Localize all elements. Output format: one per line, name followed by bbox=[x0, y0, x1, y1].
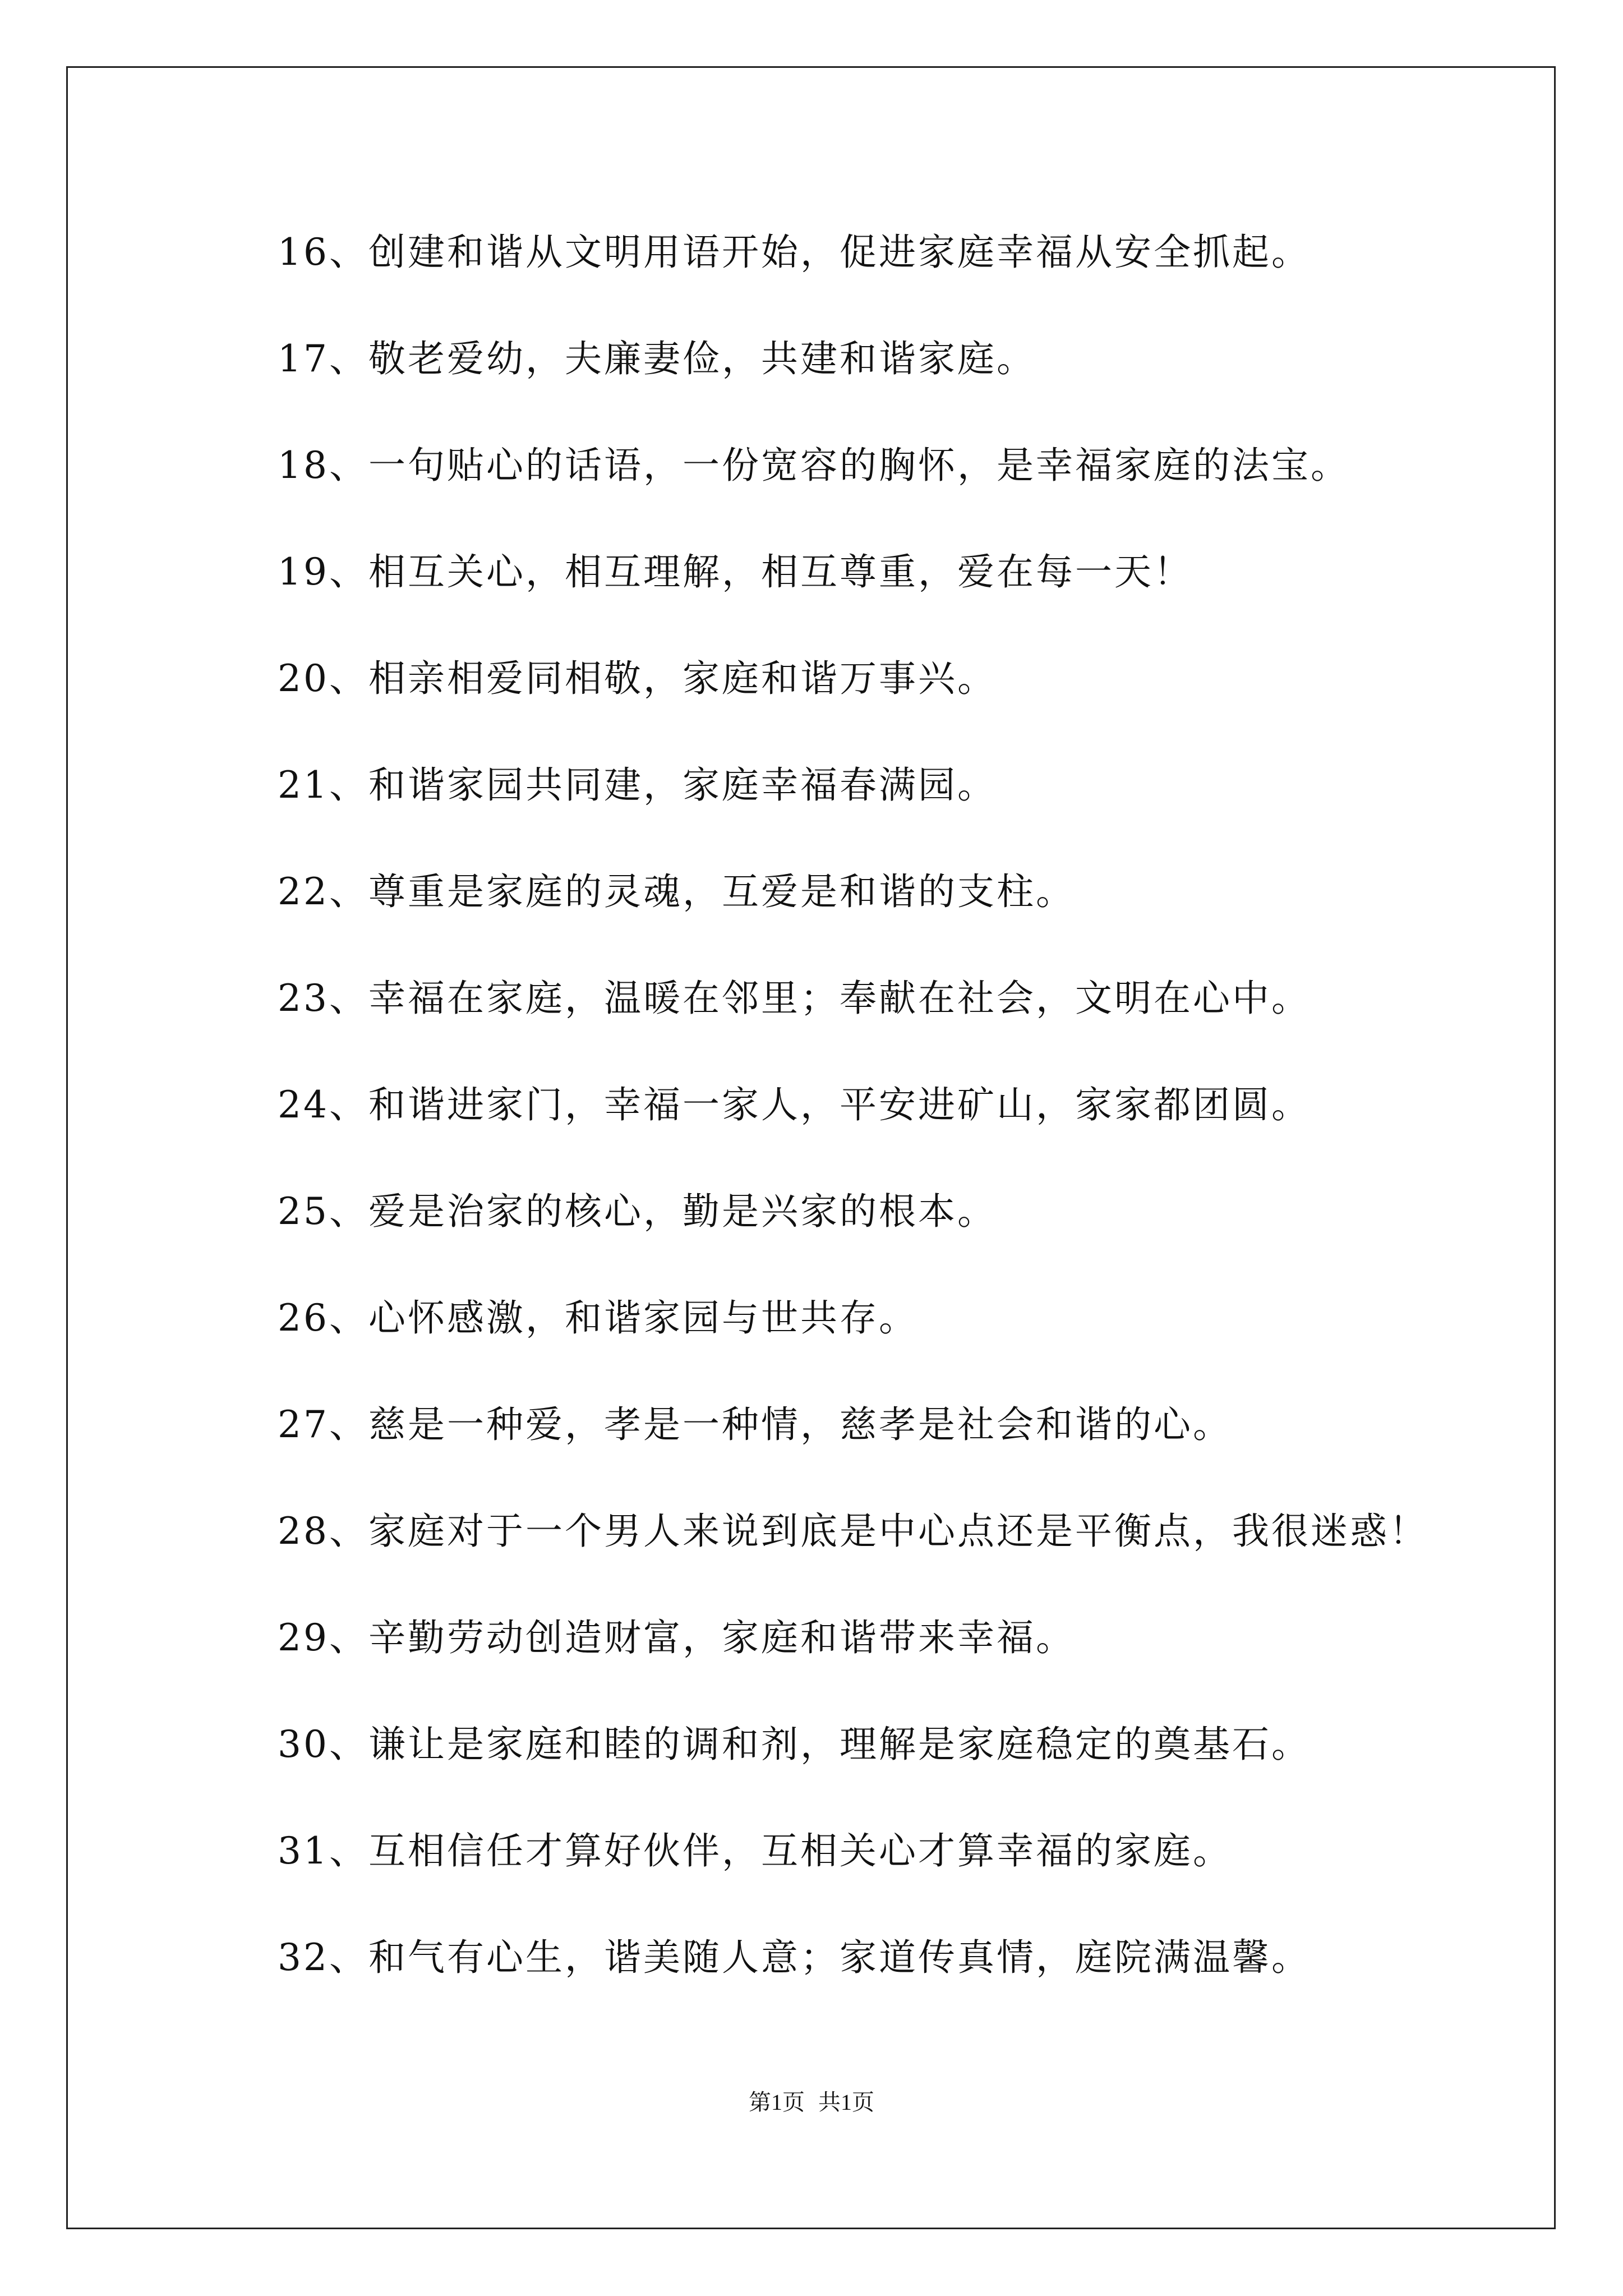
list-item: 30、谦让是家庭和睦的调和剂，理解是家庭稳定的奠基石。 bbox=[278, 1723, 1311, 1766]
list-item: 29、辛勤劳动创造财富，家庭和谐带来幸福。 bbox=[278, 1616, 1075, 1659]
list-item: 19、相互关心，相互理解，相互尊重，爱在每一天！ bbox=[278, 550, 1193, 593]
list-item: 24、和谐进家门，幸福一家人，平安进矿山，家家都团圆。 bbox=[278, 1083, 1311, 1126]
list-item: 18、一句贴心的话语，一份宽容的胸怀，是幸福家庭的法宝。 bbox=[278, 444, 1350, 487]
list-item: 25、爱是治家的核心，勤是兴家的根本。 bbox=[278, 1190, 997, 1233]
list-item: 16、创建和谐从文明用语开始，促进家庭幸福从安全抓起。 bbox=[278, 231, 1311, 274]
list-item: 26、心怀感激，和谐家园与世共存。 bbox=[278, 1296, 918, 1340]
list-item: 28、家庭对于一个男人来说到底是中心点还是平衡点，我很迷惑！ bbox=[278, 1510, 1428, 1553]
list-item: 32、和气有心生，谐美随人意；家道传真情，庭院满温馨。 bbox=[278, 1936, 1311, 1979]
list-item: 22、尊重是家庭的灵魂，互爱是和谐的支柱。 bbox=[278, 870, 1075, 913]
list-item: 20、相亲相爱同相敬，家庭和谐万事兴。 bbox=[278, 657, 997, 700]
list-item: 23、幸福在家庭，温暖在邻里；奉献在社会，文明在心中。 bbox=[278, 977, 1311, 1020]
page-number-footer: 第1页 共1页 bbox=[749, 2090, 874, 2115]
list-item: 27、慈是一种爱，孝是一种情，慈孝是社会和谐的心。 bbox=[278, 1403, 1232, 1446]
list-item: 31、互相信任才算好伙伴，互相关心才算幸福的家庭。 bbox=[278, 1829, 1232, 1872]
list-item: 21、和谐家园共同建，家庭幸福春满园。 bbox=[278, 763, 997, 807]
list-item: 17、敬老爱幼，夫廉妻俭，共建和谐家庭。 bbox=[278, 337, 1036, 380]
